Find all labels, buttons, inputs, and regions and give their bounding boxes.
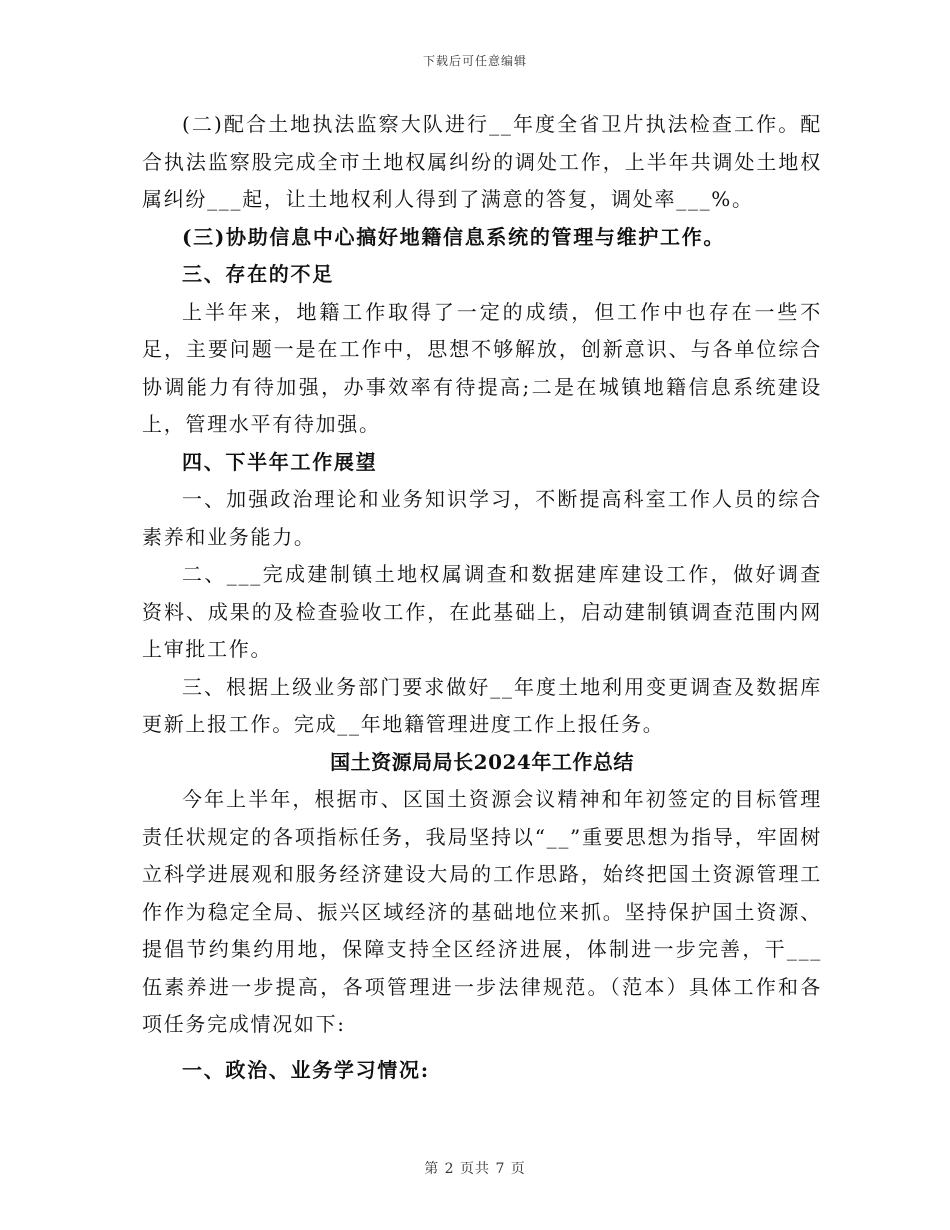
document-title: 国土资源局局长2024年工作总结: [330, 749, 634, 774]
paragraph-outlook-2: 二、___完成建制镇土地权属调查和数据建库建设工作，做好调查资料、成果的及检查验收工作，在此基础上，启动建制镇调查范围内网上审批工作。: [142, 562, 822, 661]
page-footer: 第 2 页共 7 页: [424, 1161, 526, 1177]
page-header: 下载后可任意编辑: [422, 54, 527, 68]
paragraph-shortcomings: 上半年来，地籍工作取得了一定的成绩，但工作中也存在一些不足，主要问题一是在工作中，思想不够解放，创新意识、与各单位综合协调能力有待加强，办事效率有待提高;二是在城镇地籍信息系统建设上，管理水平有待加强。: [142, 299, 822, 436]
paragraph-outlook-3: 三、根据上级业务部门要求做好__年度土地利用变更调查及数据库更新上报工作。完成__年地籍管理进度工作上报任务。: [142, 674, 822, 736]
section-heading-outlook: 四、下半年工作展望: [182, 449, 378, 474]
paragraph-land-enforcement: (二)配合土地执法监察大队进行__年度全省卫片执法检查工作。配合执法监察股完成全市土地权属纠纷的调处工作，上半年共调处土地权属纠纷___起，让土地权利人得到了满意的答复，调处率___%。: [142, 112, 822, 211]
section-heading-shortcomings: 三、存在的不足: [182, 262, 334, 286]
paragraph-info-center: (三)协助信息中心搞好地籍信息系统的管理与维护工作。: [182, 224, 726, 249]
paragraph-summary-intro: 今年上半年，根据市、区国土资源会议精神和年初签定的目标管理责任状规定的各项指标任务，我局坚持以“__”重要思想为指导，牢固树立科学进展观和服务经济建设大局的工作思路，始终把国土资源管理工作作为稳定全局、振兴区域经济的基础地位来抓。坚持保护国土资源、提倡节约集约用地，保障支持全区经济进展，体制进一步完善，干___伍素养进一步提高，各项管理进一步法律规范。（范本）具体工作和各项任务完成情况如下:: [142, 787, 822, 1036]
document-body: [142, 106, 822, 1089]
paragraph-outlook-1: 一、加强政治理论和业务知识学习，不断提高科室工作人员的综合素养和业务能力。: [142, 487, 822, 549]
section-heading-study: 一、政治、业务学习情况:: [182, 1057, 430, 1082]
